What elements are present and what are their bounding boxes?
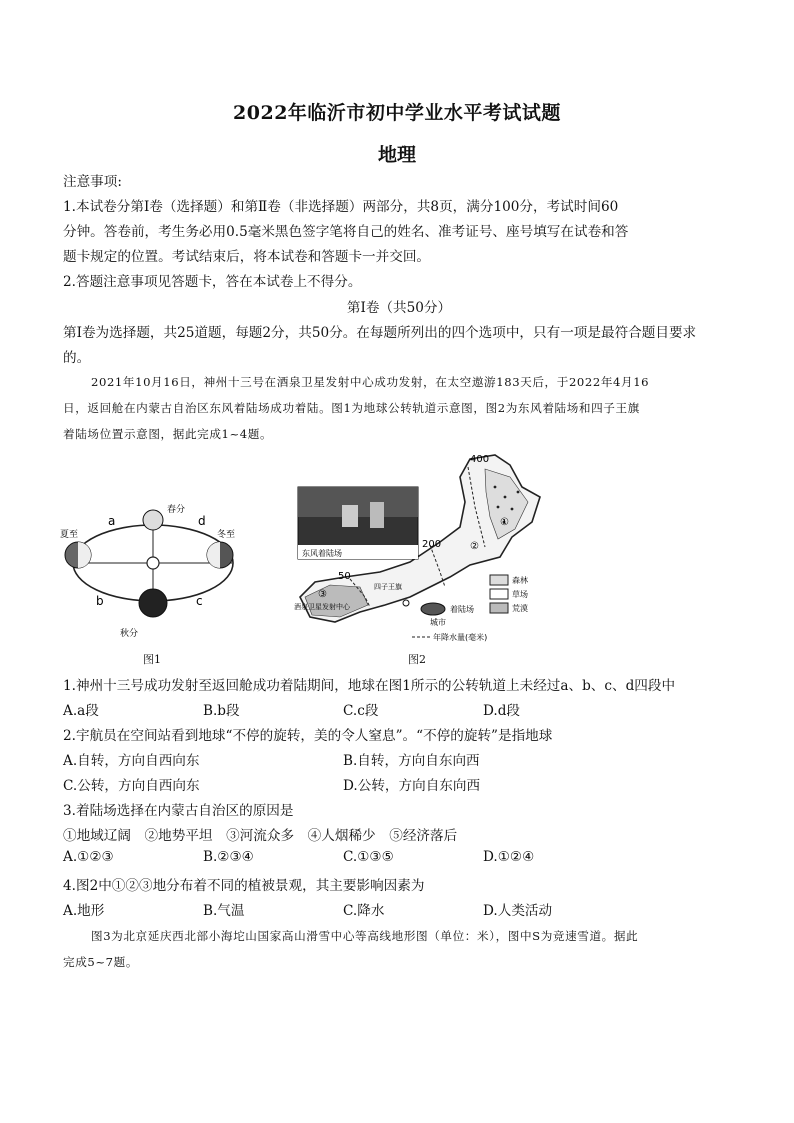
option-b[interactable]: B.自转，方向自东向西 xyxy=(343,753,480,769)
option-c[interactable]: C.公转，方向自西向东 xyxy=(63,778,200,794)
notice-line: 2.答题注意事项见答题卡，答在本试卷上不得分。 xyxy=(63,274,362,290)
question-3-items: ①地域辽阔 ②地势平坦 ③河流众多 ④人烟稀少 ⑤经济落后 xyxy=(63,828,458,844)
question-4-options xyxy=(63,899,735,924)
notice-block xyxy=(63,170,735,295)
option-a[interactable]: A.a段 xyxy=(63,703,99,719)
notice-line: 分钟。答卷前，考生务必用0.5毫米黑色签字笔将自己的姓名、准考证号、座号填写在试卷和答 xyxy=(63,224,629,240)
option-d[interactable]: D.①②④ xyxy=(483,849,535,865)
question-3-options xyxy=(63,849,735,874)
isohyet-label-50: 50 xyxy=(338,571,351,582)
option-d[interactable]: D.公转，方向自东向西 xyxy=(343,778,481,794)
legend-rain: 年降水量(毫米) xyxy=(433,633,488,642)
label-c: c xyxy=(196,594,203,608)
passage-line: 日，返回舱在内蒙古自治区东风着陆场成功着陆。图1为地球公转轨道示意图，图2为东风着陆场和四子王旗 xyxy=(63,401,640,415)
isohyet-label-400: 400 xyxy=(470,454,490,465)
notice-line: 题卡规定的位置。考试结束后，将本试卷和答题卡一并交回。 xyxy=(63,249,431,265)
label-spring: 春分 xyxy=(167,505,186,515)
isohyet-label-200: 200 xyxy=(422,539,442,550)
earth-spring-icon xyxy=(143,510,163,530)
site-circle-2: ② xyxy=(470,541,479,552)
label-b: b xyxy=(96,594,104,608)
legend-desert: 荒漠 xyxy=(512,604,528,613)
notice-line: 1.本试卷分第Ⅰ卷（选择题）和第Ⅱ卷（非选择题）两部分，共8页，满分100分，考试时间60 xyxy=(63,199,619,215)
passage-line: 完成5~7题。 xyxy=(63,955,139,969)
part1-desc-line: 的。 xyxy=(63,350,91,366)
option-b[interactable]: B.b段 xyxy=(203,703,240,719)
option-c[interactable]: C.c段 xyxy=(343,703,379,719)
passage-1 xyxy=(63,369,735,447)
legend-forest: 森林 xyxy=(512,576,528,585)
option-b[interactable]: B.②③④ xyxy=(203,849,254,865)
legend-site: 着陆场 xyxy=(450,605,474,614)
photo-figure xyxy=(342,505,358,527)
earth-lit-half xyxy=(78,542,91,568)
earth-lit-half xyxy=(207,542,220,568)
site-circle-3: ③ xyxy=(318,589,327,600)
option-a[interactable]: A.①②③ xyxy=(63,849,114,865)
label-jiuquan: 酒泉卫星发射中心 xyxy=(294,603,350,611)
figure1-caption: 图1 xyxy=(143,653,161,666)
figure2-caption: 图2 xyxy=(408,653,426,666)
label-a: a xyxy=(108,514,116,528)
figure2-landing-map xyxy=(290,447,560,647)
earth-autumn-icon xyxy=(139,589,167,617)
question-1-options xyxy=(63,699,735,724)
exam-title: 2022年临沂市初中学业水平考试试题 xyxy=(233,102,561,124)
option-a[interactable]: A.地形 xyxy=(63,903,105,919)
photo-label: 东风着陆场 xyxy=(302,549,342,558)
part1-desc-line: 第Ⅰ卷为选择题，共25道题，每题2分，共50分。在每题所列出的四个选项中，只有一项是最符合题目要求 xyxy=(63,325,697,341)
city-icon xyxy=(403,600,409,606)
exam-subject: 地理 xyxy=(377,144,416,166)
option-d[interactable]: D.d段 xyxy=(483,703,521,719)
part1-description xyxy=(63,321,735,371)
label-summer: 夏至 xyxy=(60,530,79,540)
question-2-options xyxy=(63,749,735,774)
label-d: d xyxy=(198,514,206,528)
question-1-stem: 1.神州十三号成功发射至返回舱成功着陆期间，地球在图1所示的公转轨道上未经过a、b、c、d四段中 xyxy=(63,678,676,694)
figure1-orbit-diagram xyxy=(60,495,250,645)
question-3-stem: 3.着陆场选择在内蒙古自治区的原因是 xyxy=(63,803,294,819)
passage-line: 2021年10月16日，神州十三号在酒泉卫星发射中心成功发射，在太空遨游183天后，于2022年4月16 xyxy=(91,375,650,389)
site-circle-1: ① xyxy=(500,517,509,528)
label-autumn: 秋分 xyxy=(120,629,139,639)
option-a[interactable]: A.自转，方向自西向东 xyxy=(63,753,200,769)
landing-site-icon xyxy=(421,603,445,615)
passage-2 xyxy=(63,923,735,975)
question-2-stem: 2.宇航员在空间站看到地球“不停的旋转，美的令人窒息”。“不停的旋转”是指地球 xyxy=(63,728,553,744)
part1-heading: 第Ⅰ卷（共50分） xyxy=(346,300,452,316)
sun-icon xyxy=(147,557,159,569)
option-b[interactable]: B.气温 xyxy=(203,903,245,919)
option-d[interactable]: D.人类活动 xyxy=(483,903,553,919)
legend-grass: 草场 xyxy=(512,590,528,599)
passage-line: 图3为北京延庆西北部小海坨山国家高山滑雪中心等高线地形图（单位：米），图中S为竞速雪道。据此 xyxy=(91,929,639,943)
notice-heading: 注意事项: xyxy=(63,174,122,190)
legend-city: 城市 xyxy=(430,618,446,627)
label-siziwangqi: 四子王旗 xyxy=(374,583,402,591)
passage-line: 着陆场位置示意图，据此完成1~4题。 xyxy=(63,427,273,441)
question-2-options xyxy=(63,774,735,799)
option-c[interactable]: C.①③⑤ xyxy=(343,849,394,865)
question-4-stem: 4.图2中①②③地分布着不同的植被景观，其主要影响因素为 xyxy=(63,878,425,894)
option-c[interactable]: C.降水 xyxy=(343,903,385,919)
label-winter: 冬至 xyxy=(217,530,236,540)
photo-figure xyxy=(370,502,384,528)
